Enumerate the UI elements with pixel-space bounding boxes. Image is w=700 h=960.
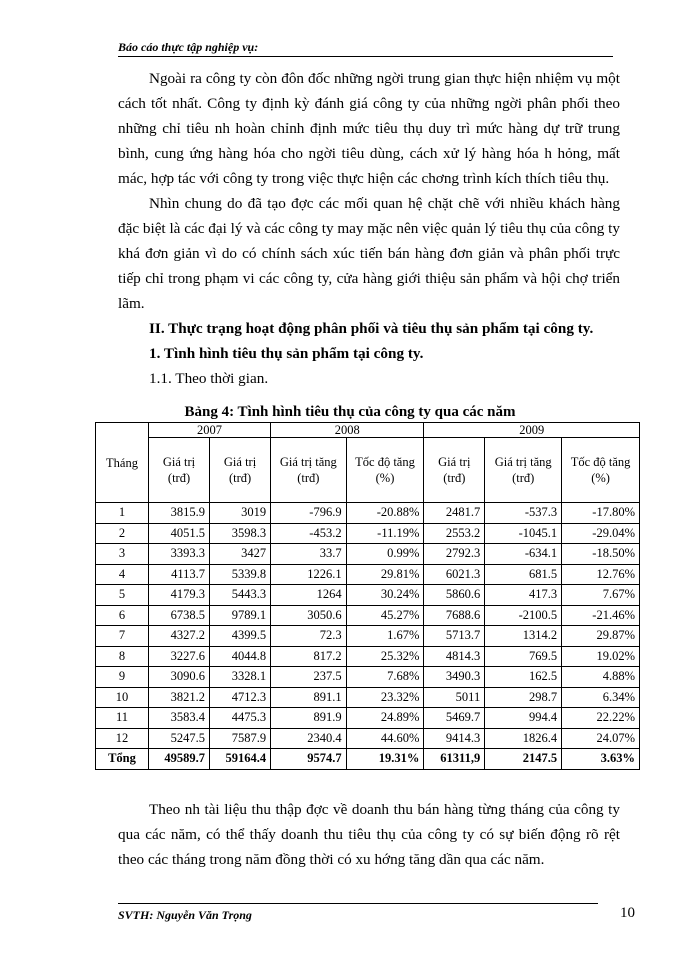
value-cell: 6738.5 [149,605,210,626]
value-cell: 5011 [424,687,485,708]
value-cell: 22.22% [562,708,640,729]
value-cell: 1226.1 [271,564,347,585]
value-cell: 3328.1 [210,667,271,688]
value-cell: 1826.4 [485,728,562,749]
value-cell: 2481.7 [424,503,485,524]
table-row [96,646,640,667]
month-cell: 3 [96,544,149,565]
value-cell: 4179.3 [149,585,210,606]
value-cell: 9414.3 [424,728,485,749]
table-column-header-row [96,438,640,503]
value-cell: -11.19% [346,523,424,544]
value-cell: 5713.7 [424,626,485,647]
value-cell: 4475.3 [210,708,271,729]
page-header: Báo cáo thực tập nghiệp vụ: [118,40,259,54]
subsubsection-heading: 1.1. Theo thời gian. [149,370,269,387]
total-cell: 49589.7 [149,749,210,770]
value-cell: 5469.7 [424,708,485,729]
value-cell: 3583.4 [149,708,210,729]
col-header: Tốc độ tăng (%) [346,438,424,503]
month-cell: 9 [96,667,149,688]
value-cell: -18.50% [562,544,640,565]
value-cell: 4113.7 [149,564,210,585]
paragraph-1: Ngoài ra công ty còn đôn đốc những ngời trung gian thực hiện nhiệm vụ một cách tốt nhất. Công ty định kỳ đánh giá công ty của những ngời phân phối theo những chỉ tiêu nh hoàn chỉnh định mức tiêu thụ duy trì mức hàng dự trữ trung bình, cung ứng hàng hóa cho ngời tiêu dùng, cách xử lý hàng hóa h hỏng, mất mác, hợp tác với công ty trong việc thực hiện các chơng trình kích thích tiêu thụ. [118,70,620,187]
value-cell: 6.34% [562,687,640,708]
value-cell: 5860.6 [424,585,485,606]
value-cell: 237.5 [271,667,347,688]
value-cell: -29.04% [562,523,640,544]
table-row [96,585,640,606]
total-cell: 59164.4 [210,749,271,770]
closing-text [118,797,620,872]
month-header: Tháng [96,423,149,503]
table-row [96,605,640,626]
col-header: Giá trị tăng (trđ) [485,438,562,503]
footer-author: SVTH: Nguyễn Văn Trọng [118,908,252,922]
value-cell: 2553.2 [424,523,485,544]
total-cell: 19.31% [346,749,424,770]
value-cell: 681.5 [485,564,562,585]
value-cell: 4044.8 [210,646,271,667]
table-row [96,708,640,729]
value-cell: 12.76% [562,564,640,585]
value-cell: 4.88% [562,667,640,688]
value-cell: 2340.4 [271,728,347,749]
table-row [96,626,640,647]
total-cell: 61311,9 [424,749,485,770]
value-cell: 3815.9 [149,503,210,524]
value-cell: 1314.2 [485,626,562,647]
table-total-row [96,749,640,770]
value-cell: -634.1 [485,544,562,565]
value-cell: 9789.1 [210,605,271,626]
value-cell: 72.3 [271,626,347,647]
value-cell: 769.5 [485,646,562,667]
value-cell: 994.4 [485,708,562,729]
table-row [96,523,640,544]
value-cell: 417.3 [485,585,562,606]
table-row [96,667,640,688]
value-cell: 4051.5 [149,523,210,544]
table-title: Bảng 4: Tình hình tiêu thụ của công ty qua các năm [184,404,516,420]
month-cell: 4 [96,564,149,585]
table-row [96,687,640,708]
body-text [118,66,620,391]
value-cell: 25.32% [346,646,424,667]
value-cell: 4327.2 [149,626,210,647]
col-header: Giá trị (trđ) [149,438,210,503]
value-cell: 298.7 [485,687,562,708]
total-label: Tổng [96,749,149,770]
total-cell: 2147.5 [485,749,562,770]
year-header-2008: 2008 [271,423,424,438]
value-cell: -20.88% [346,503,424,524]
month-cell: 2 [96,523,149,544]
value-cell: 3490.3 [424,667,485,688]
value-cell: 3019 [210,503,271,524]
section-heading: II. Thực trạng hoạt động phân phối và tiêu thụ sản phẩm tại công ty. [149,320,594,337]
col-header: Giá trị tăng (trđ) [271,438,347,503]
value-cell: 5443.3 [210,585,271,606]
value-cell: 45.27% [346,605,424,626]
value-cell: -1045.1 [485,523,562,544]
value-cell: 29.81% [346,564,424,585]
value-cell: 7587.9 [210,728,271,749]
value-cell: 33.7 [271,544,347,565]
value-cell: 7688.6 [424,605,485,626]
value-cell: 891.9 [271,708,347,729]
value-cell: 3227.6 [149,646,210,667]
value-cell: -537.3 [485,503,562,524]
value-cell: 7.67% [562,585,640,606]
table-row [96,503,640,524]
value-cell: -796.9 [271,503,347,524]
sales-table [95,422,640,770]
month-cell: 5 [96,585,149,606]
value-cell: 3821.2 [149,687,210,708]
value-cell: -21.46% [562,605,640,626]
value-cell: 1264 [271,585,347,606]
value-cell: 891.1 [271,687,347,708]
value-cell: -17.80% [562,503,640,524]
total-cell: 9574.7 [271,749,347,770]
value-cell: 5247.5 [149,728,210,749]
value-cell: 19.02% [562,646,640,667]
month-cell: 1 [96,503,149,524]
value-cell: 817.2 [271,646,347,667]
col-header: Tốc độ tăng (%) [562,438,640,503]
value-cell: 1.67% [346,626,424,647]
subsection-heading: 1. Tình hình tiêu thụ sản phẩm tại công ty. [149,345,424,362]
header-divider [118,56,613,57]
year-header-2009: 2009 [424,423,640,438]
value-cell: 29.87% [562,626,640,647]
value-cell: 3427 [210,544,271,565]
month-cell: 11 [96,708,149,729]
month-cell: 10 [96,687,149,708]
value-cell: -2100.5 [485,605,562,626]
value-cell: 3393.3 [149,544,210,565]
month-cell: 7 [96,626,149,647]
col-header: Giá trị (trđ) [210,438,271,503]
paragraph-3: Theo nh tài liệu thu thập đợc về doanh thu bán hàng từng tháng của công ty qua các năm, có thể thấy doanh thu tiêu thụ của công ty có sự biến động rõ rệt theo các tháng trong năm đồng thời có xu hớng tăng dần qua các năm. [118,801,620,868]
value-cell: 2792.3 [424,544,485,565]
table-row [96,728,640,749]
value-cell: 4814.3 [424,646,485,667]
value-cell: 44.60% [346,728,424,749]
value-cell: 3050.6 [271,605,347,626]
value-cell: 5339.8 [210,564,271,585]
value-cell: 24.07% [562,728,640,749]
value-cell: 24.89% [346,708,424,729]
value-cell: -453.2 [271,523,347,544]
value-cell: 7.68% [346,667,424,688]
footer-divider [118,903,598,904]
month-cell: 6 [96,605,149,626]
total-cell: 3.63% [562,749,640,770]
value-cell: 6021.3 [424,564,485,585]
value-cell: 0.99% [346,544,424,565]
month-cell: 8 [96,646,149,667]
table-year-row [96,423,640,438]
table-row [96,564,640,585]
value-cell: 23.32% [346,687,424,708]
value-cell: 3090.6 [149,667,210,688]
page-number: 10 [620,905,635,921]
value-cell: 3598.3 [210,523,271,544]
table-row [96,544,640,565]
col-header: Giá trị (trđ) [424,438,485,503]
value-cell: 162.5 [485,667,562,688]
value-cell: 30.24% [346,585,424,606]
month-cell: 12 [96,728,149,749]
year-header-2007: 2007 [149,423,271,438]
value-cell: 4399.5 [210,626,271,647]
value-cell: 4712.3 [210,687,271,708]
paragraph-2: Nhìn chung do đã tạo đợc các mối quan hệ chặt chẽ với nhiều khách hàng đặc biệt là các đại lý và các công ty may mặc nên việc quản lý tiêu thụ của công ty khá đơn giản vì do có chính sách xúc tiến bán hàng đơn giản và phân phối trực tiếp chỉ trong phạm vi các công ty, cửa hàng giới thiệu sản phẩm và hội chợ triển lãm. [118,195,620,312]
